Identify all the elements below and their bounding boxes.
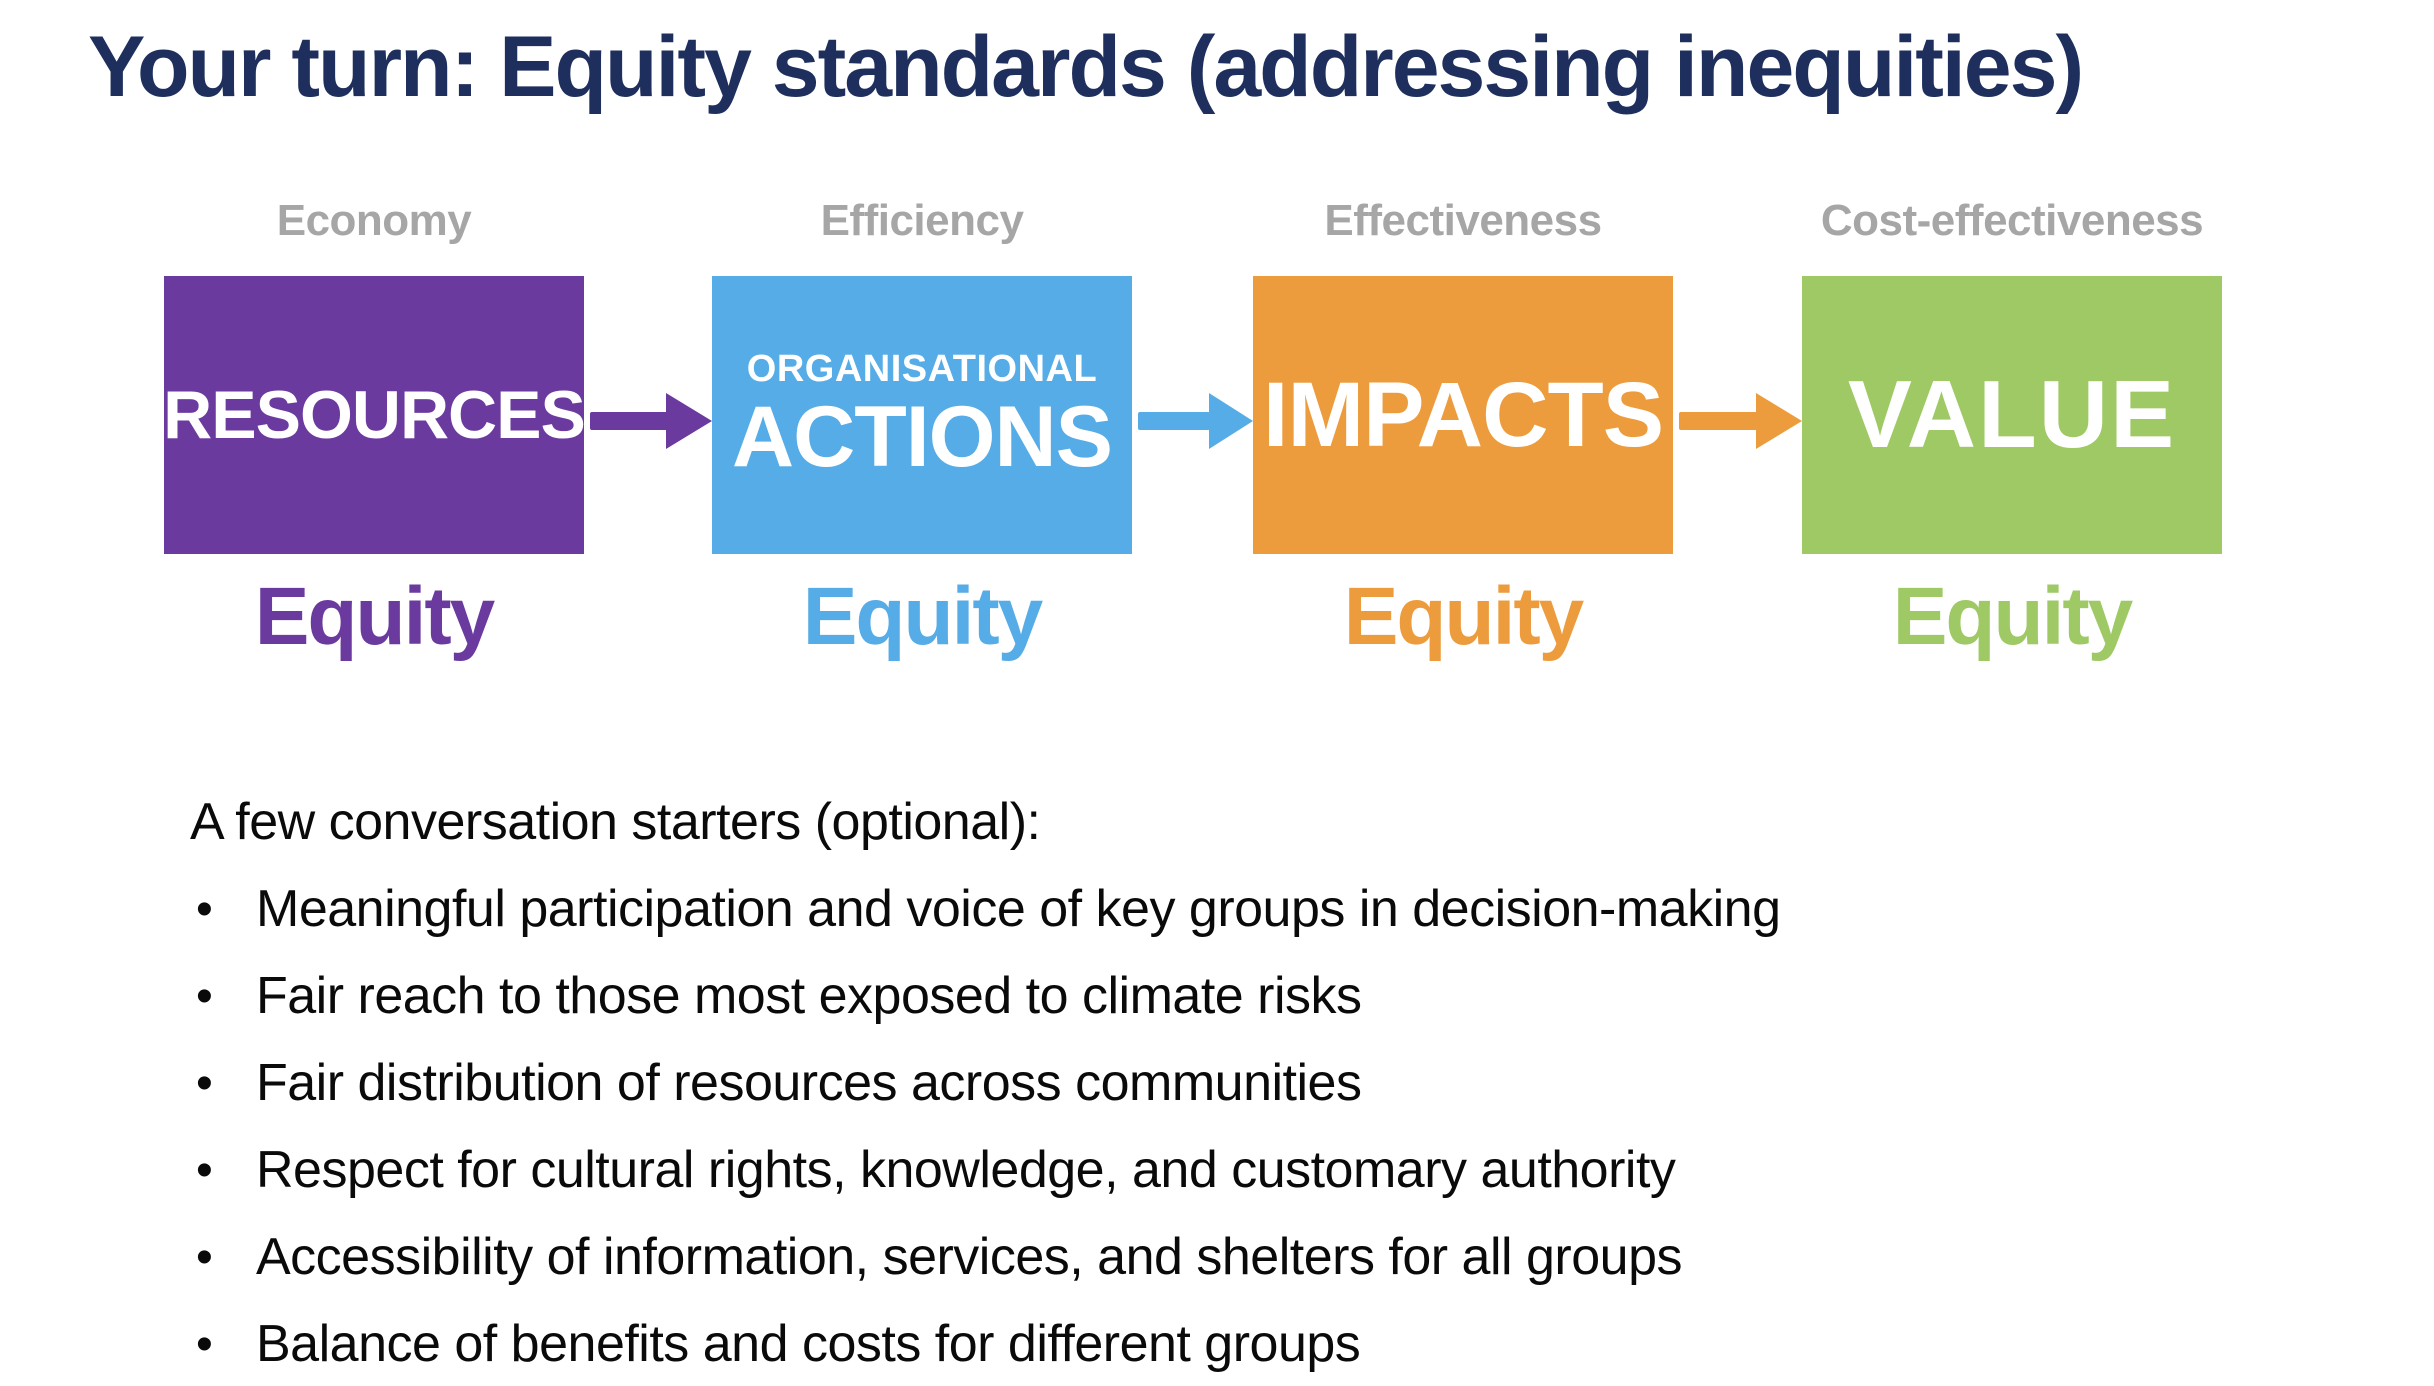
list-item: • Fair distribution of resources across communities bbox=[190, 1040, 2340, 1127]
impacts-box-label: IMPACTS bbox=[1262, 364, 1664, 466]
arrow-head bbox=[1209, 393, 1253, 449]
organisational-box-label-line2: ACTIONS bbox=[732, 389, 1112, 485]
organisational-actions-box bbox=[712, 276, 1132, 554]
conversation-starters-intro: A few conversation starters (optional): bbox=[190, 793, 1041, 851]
equity-label-value: Equity bbox=[1892, 571, 2132, 662]
page-title: Your turn: Equity standards (addressing inequities) bbox=[88, 19, 2083, 115]
arrow-shaft bbox=[1138, 412, 1210, 430]
list-item: • Balance of benefits and costs for different groups bbox=[190, 1301, 2340, 1386]
organisational-box-label-line1: ORGANISATIONAL bbox=[746, 348, 1098, 390]
impacts-box bbox=[1253, 276, 1673, 554]
arrow-shaft bbox=[590, 412, 668, 430]
criterion-label-effectiveness: Effectiveness bbox=[1324, 196, 1602, 245]
resources-box-label: RESOURCES bbox=[163, 377, 585, 453]
criterion-label-economy: Economy bbox=[276, 196, 472, 245]
list-item: • Fair reach to those most exposed to climate risks bbox=[190, 953, 2340, 1040]
stage-organisational-actions bbox=[712, 0, 1132, 700]
criterion-label-cost-effectiveness: Cost-effectiveness bbox=[1820, 196, 2204, 245]
conversation-starters-section bbox=[190, 778, 2340, 1386]
equity-label-resources: Equity bbox=[254, 571, 494, 662]
arrow-head bbox=[666, 393, 712, 449]
list-item: • Accessibility of information, services, and shelters for all groups bbox=[190, 1214, 2340, 1301]
equity-label-actions: Equity bbox=[802, 571, 1042, 662]
stage-resources bbox=[164, 0, 584, 700]
equity-label-impacts: Equity bbox=[1343, 571, 1583, 662]
stage-value bbox=[1802, 0, 2222, 700]
list-item: • Respect for cultural rights, knowledge, and customary authority bbox=[190, 1127, 2340, 1214]
list-item: • Meaningful participation and voice of key groups in decision-making bbox=[190, 866, 2340, 953]
criterion-label-efficiency: Efficiency bbox=[820, 196, 1024, 245]
value-box bbox=[1802, 276, 2222, 554]
stage-impacts bbox=[1253, 0, 1673, 700]
arrow-shaft bbox=[1679, 412, 1757, 430]
arrow-head bbox=[1756, 393, 1802, 449]
resources-box bbox=[164, 276, 584, 554]
conversation-starters-list bbox=[190, 866, 2340, 1386]
value-box-label: VALUE bbox=[1847, 361, 2177, 468]
